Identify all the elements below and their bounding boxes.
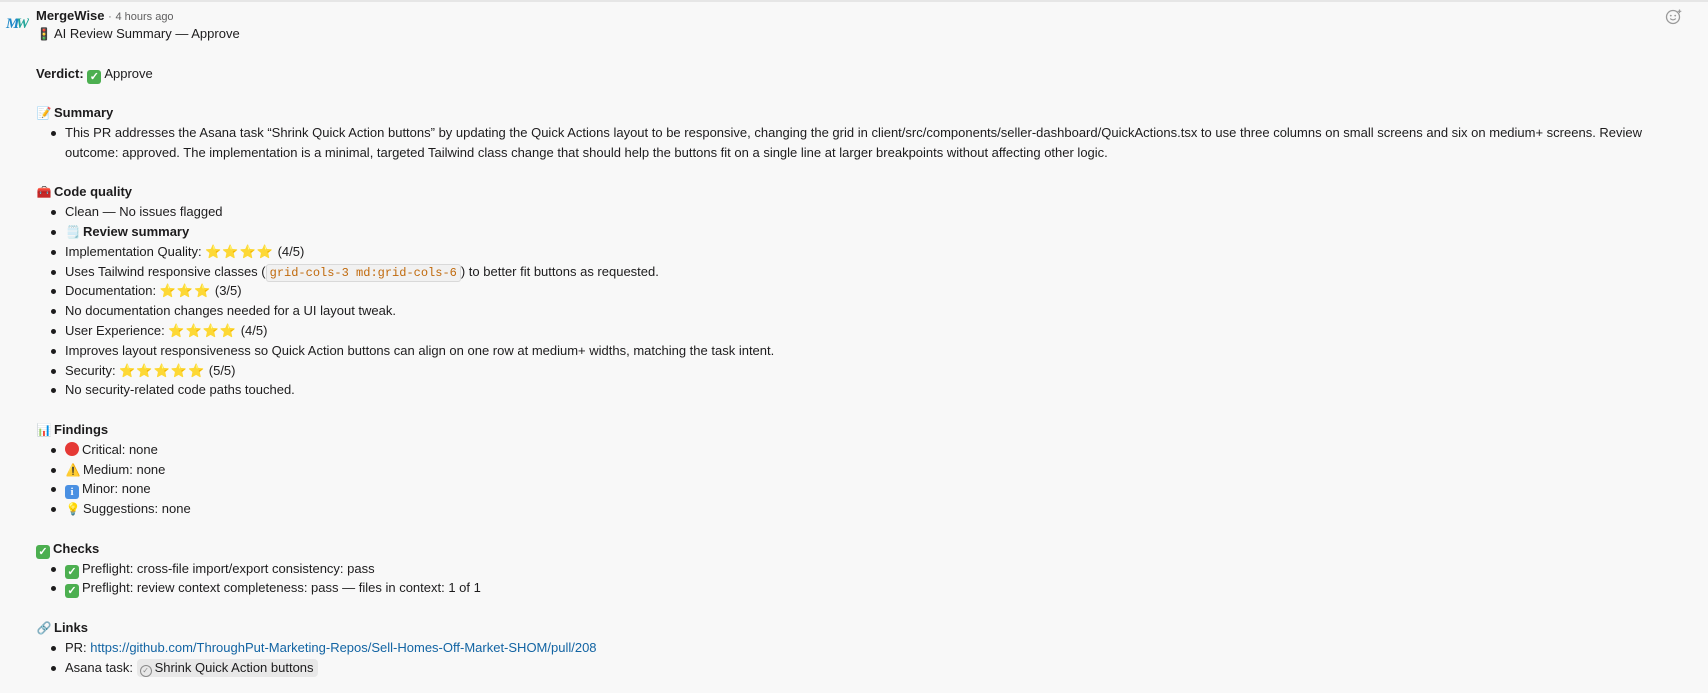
list-item bbox=[36, 281, 1708, 301]
bot-message bbox=[0, 2, 1708, 677]
title-text: AI Review Summary — Approve bbox=[54, 26, 240, 41]
pr-link[interactable]: https://github.com/ThroughPut-Marketing-Repos/Sell-Homes-Off-Market-SHOM/pull/208 bbox=[90, 639, 597, 655]
findings-list bbox=[36, 440, 1708, 519]
toolbox-icon: 🧰 bbox=[36, 185, 52, 200]
findings-heading: 📊 Findings bbox=[36, 420, 1708, 440]
check-mark-icon: ✓ bbox=[36, 545, 50, 559]
list-item: ✓ Preflight: review context completeness: pass — files in context: 1 of 1 bbox=[36, 578, 1708, 598]
list-item bbox=[36, 658, 1708, 678]
list-item: Clean — No issues flagged bbox=[36, 202, 1708, 222]
links-list bbox=[36, 638, 1708, 678]
sec-label: Security: bbox=[65, 362, 116, 378]
doc-score: (3/5) bbox=[214, 283, 242, 299]
circle-check-icon: ✓ bbox=[140, 665, 152, 677]
code-quality-heading: 🧰 Code quality bbox=[36, 182, 1708, 202]
list-item bbox=[36, 361, 1708, 381]
header-separator: · bbox=[108, 11, 112, 23]
svg-text:M: M bbox=[6, 16, 20, 32]
svg-text:W: W bbox=[16, 16, 29, 32]
impl-score: (4/5) bbox=[277, 243, 305, 259]
list-item bbox=[36, 321, 1708, 341]
warning-icon: ⚠️ bbox=[65, 462, 81, 477]
doc-label: Documentation: bbox=[65, 283, 157, 299]
list-item: Uses Tailwind responsive classes ( grid-cols-3 md:grid-cols-6 ) to better fit buttons as requested. bbox=[36, 262, 1708, 282]
summary-heading: 📝 Summary bbox=[36, 103, 1708, 123]
list-item: No security-related code paths touched. bbox=[36, 380, 1708, 400]
ux-stars: ⭐⭐⭐⭐ bbox=[168, 322, 238, 338]
impl-label: Implementation Quality: bbox=[65, 243, 202, 259]
review-summary-label: Review summary bbox=[83, 223, 190, 239]
list-item: No documentation changes needed for a UI layout tweak. bbox=[36, 301, 1708, 321]
check-mark-icon: ✓ bbox=[65, 584, 79, 598]
asana-task-chip[interactable] bbox=[137, 659, 318, 677]
ux-label: User Experience: bbox=[65, 322, 165, 338]
asana-task-name: Shrink Quick Action buttons bbox=[154, 659, 314, 675]
link-icon: 🔗 bbox=[36, 620, 52, 635]
bar-chart-icon: 📊 bbox=[36, 422, 52, 437]
list-item bbox=[36, 638, 1708, 658]
list-item bbox=[36, 222, 1708, 242]
message-title bbox=[36, 24, 1708, 44]
doc-stars: ⭐⭐⭐ bbox=[159, 283, 212, 299]
memo-icon: 📝 bbox=[36, 106, 52, 121]
links-heading: 🔗 Links bbox=[36, 618, 1708, 638]
verdict-label: Verdict: bbox=[36, 65, 84, 81]
check-mark-icon: ✓ bbox=[65, 565, 79, 579]
info-icon: i bbox=[65, 485, 79, 499]
list-item: Critical: none bbox=[36, 440, 1708, 460]
check-mark-icon: ✓ bbox=[87, 70, 101, 84]
list-item: ⚠️ Medium: none bbox=[36, 460, 1708, 480]
asana-label: Asana task: bbox=[65, 659, 133, 675]
summary-list bbox=[36, 123, 1708, 163]
message-header bbox=[36, 2, 1708, 24]
traffic-light-icon: 🚦 bbox=[36, 27, 52, 41]
checks-list bbox=[36, 559, 1708, 599]
list-item: ✓ Preflight: cross-file import/export consistency: pass bbox=[36, 559, 1708, 579]
add-reaction-icon[interactable] bbox=[1664, 7, 1684, 27]
list-item bbox=[36, 242, 1708, 262]
verdict-value: Approve bbox=[104, 65, 153, 81]
sec-score: (5/5) bbox=[208, 362, 236, 378]
checks-heading: ✓ Checks bbox=[36, 539, 1708, 559]
light-bulb-icon: 💡 bbox=[65, 502, 81, 517]
red-circle-icon bbox=[65, 442, 79, 456]
pr-label: PR: bbox=[65, 639, 87, 655]
list-item: i Minor: none bbox=[36, 479, 1708, 499]
inline-code: grid-cols-3 md:grid-cols-6 bbox=[266, 264, 461, 282]
impl-stars: ⭐⭐⭐⭐ bbox=[205, 243, 274, 259]
list-item: Improves layout responsiveness so Quick Action buttons can align on one row at medium+ widths, matching the task intent. bbox=[36, 341, 1708, 361]
sec-stars: ⭐⭐⭐⭐⭐ bbox=[119, 362, 206, 378]
notepad-icon: 🗒️ bbox=[65, 224, 81, 239]
mergewise-avatar[interactable] bbox=[5, 10, 29, 34]
summary-text: This PR addresses the Asana task “Shrink Quick Action buttons” by updating the Quick Actions layout to be responsive, changing the grid in client/src/components/seller-dashboard/QuickActions.tsx to use three columns on small screens and six on medium+ screens. Review outcome: approved. The implementation is a minimal, targeted Tailwind class change that should help the buttons fit on a single line at larger breakpoints without affecting other logic. bbox=[36, 123, 1708, 163]
ux-score: (4/5) bbox=[240, 322, 268, 338]
verdict-line bbox=[36, 64, 1708, 84]
list-item: 💡 Suggestions: none bbox=[36, 499, 1708, 519]
timestamp[interactable]: 4 hours ago bbox=[115, 11, 174, 23]
code-quality-list bbox=[36, 202, 1708, 400]
author-name[interactable]: MergeWise bbox=[36, 8, 105, 23]
